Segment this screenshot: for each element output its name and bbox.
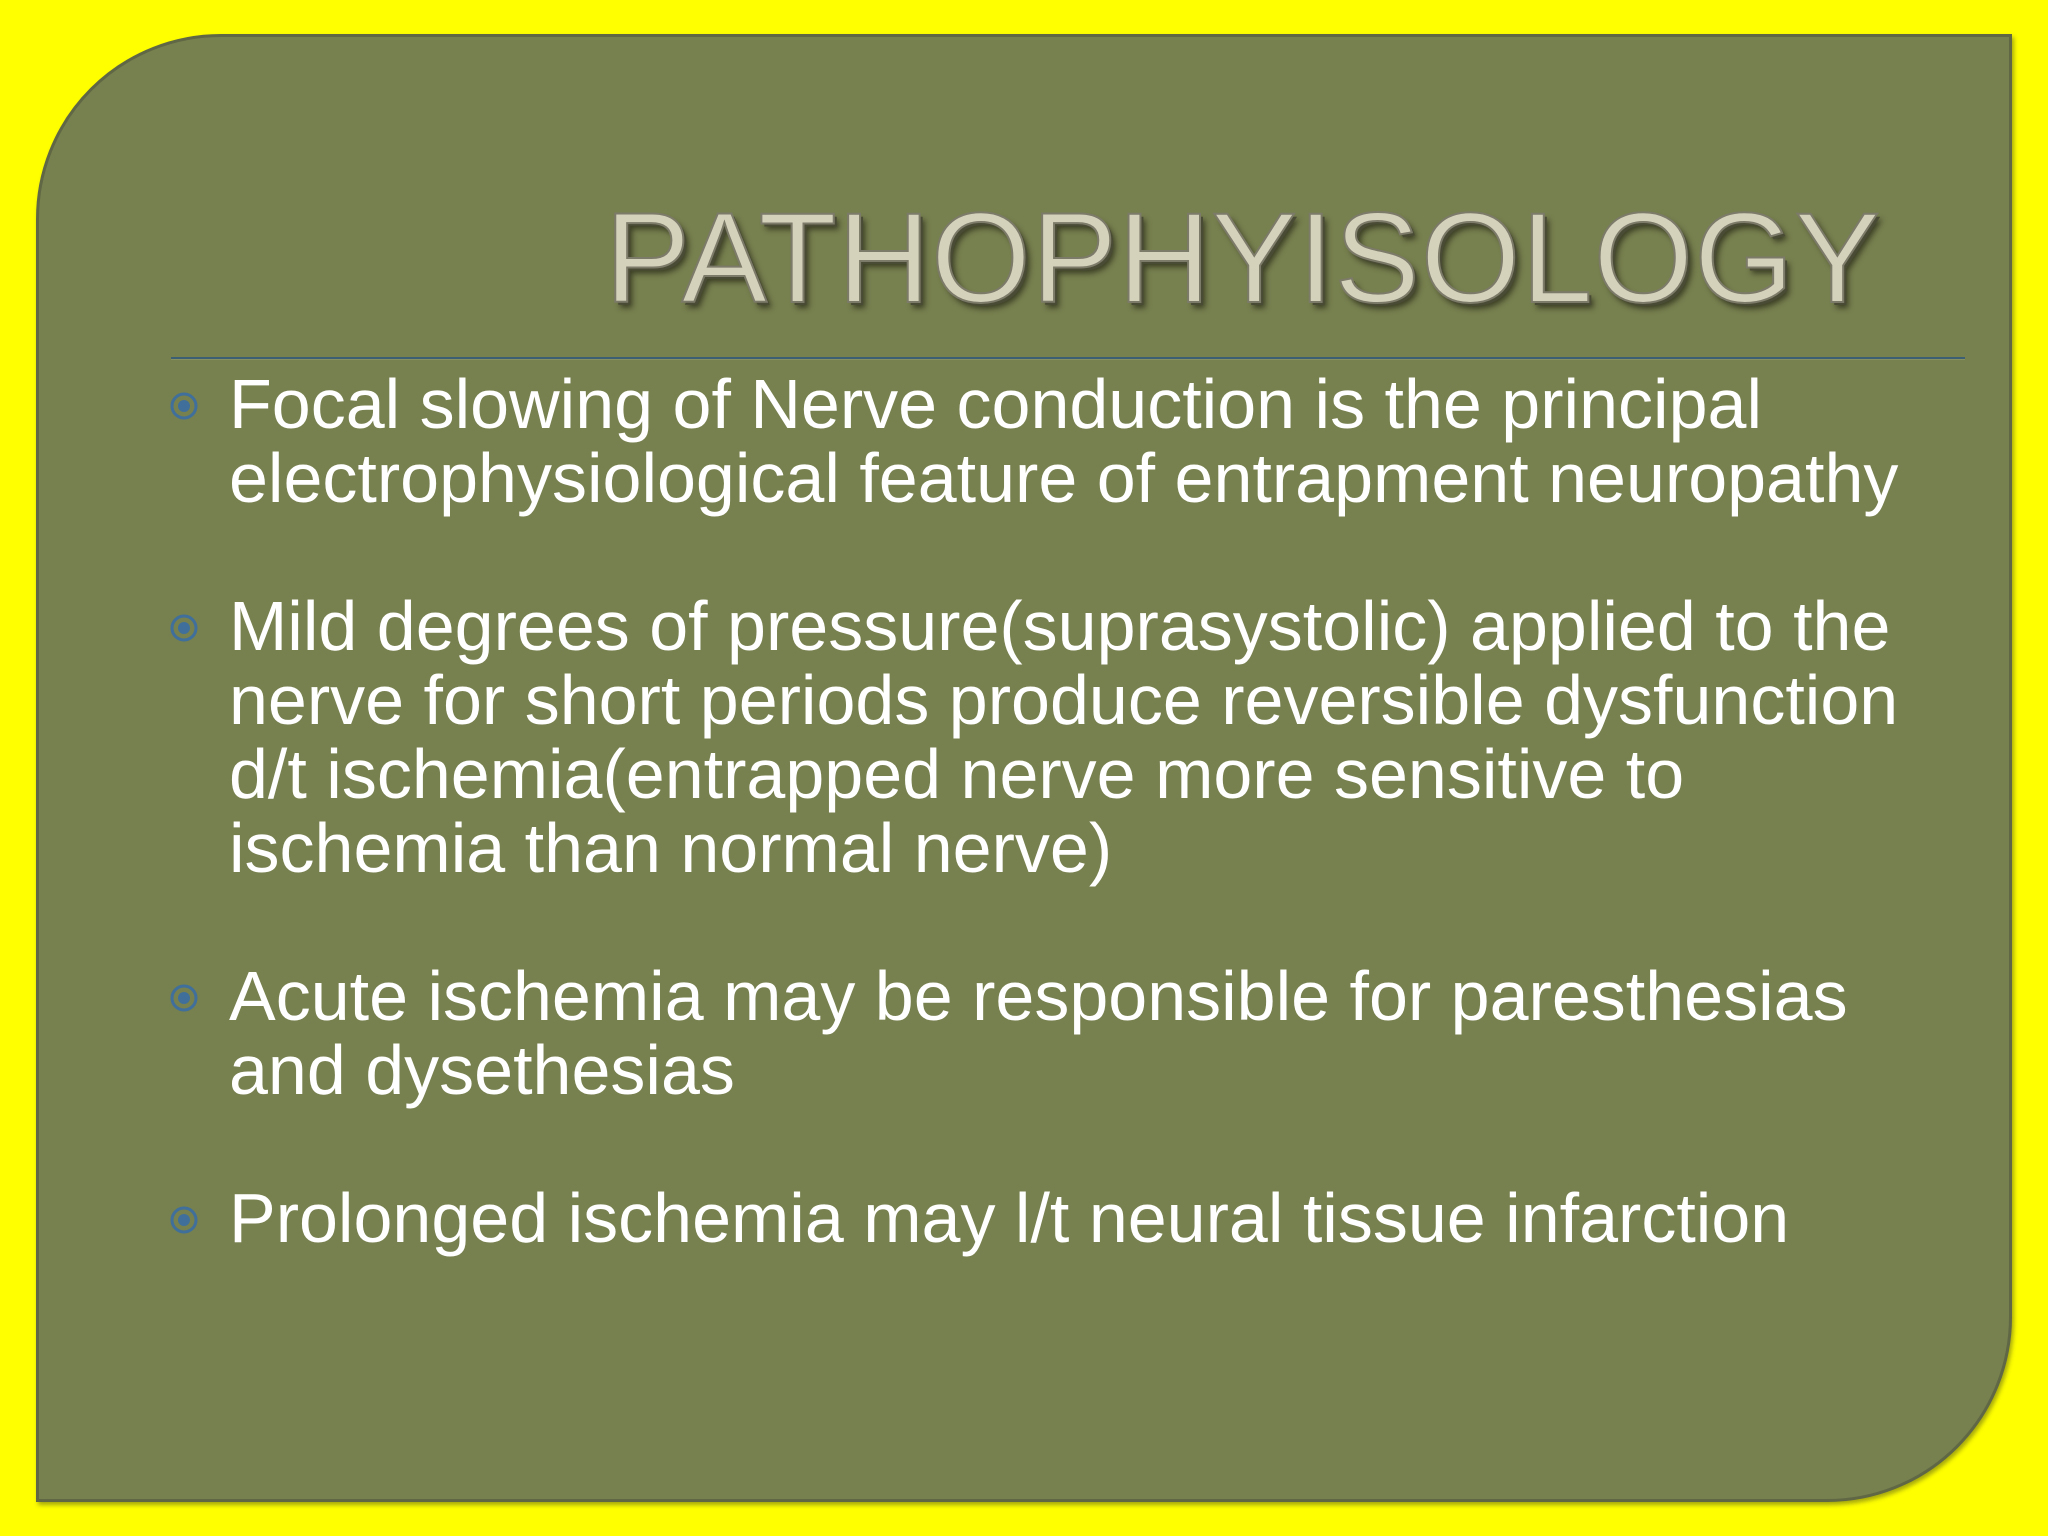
bullet-list xyxy=(169,367,1979,1255)
slide-panel xyxy=(36,34,2012,1502)
circled-dot-icon xyxy=(169,983,199,1013)
circled-dot-icon xyxy=(169,613,199,643)
title-divider xyxy=(171,357,1965,359)
bullet-item xyxy=(169,367,1979,515)
bullet-text: Mild degrees of pressure(suprasystolic) applied to the nerve for short periods produce reversible dysfunction d/t ischemia(entrapped nerve more sensitive to ischemia than normal nerve) xyxy=(229,587,1899,887)
circled-dot-icon xyxy=(169,391,199,421)
bullet-item xyxy=(169,589,1979,885)
slide-title: PATHOPHYISOLOGY xyxy=(604,187,1881,330)
bullet-text: Acute ischemia may be responsible for paresthesias and dysethesias xyxy=(229,957,1848,1109)
bullet-item xyxy=(169,959,1979,1107)
bullet-text: Focal slowing of Nerve conduction is the principal electrophysiological feature of entrapment neuropathy xyxy=(229,365,1899,517)
bullet-item xyxy=(169,1181,1979,1255)
bullet-text: Prolonged ischemia may l/t neural tissue infarction xyxy=(229,1179,1790,1257)
circled-dot-icon xyxy=(169,1205,199,1235)
